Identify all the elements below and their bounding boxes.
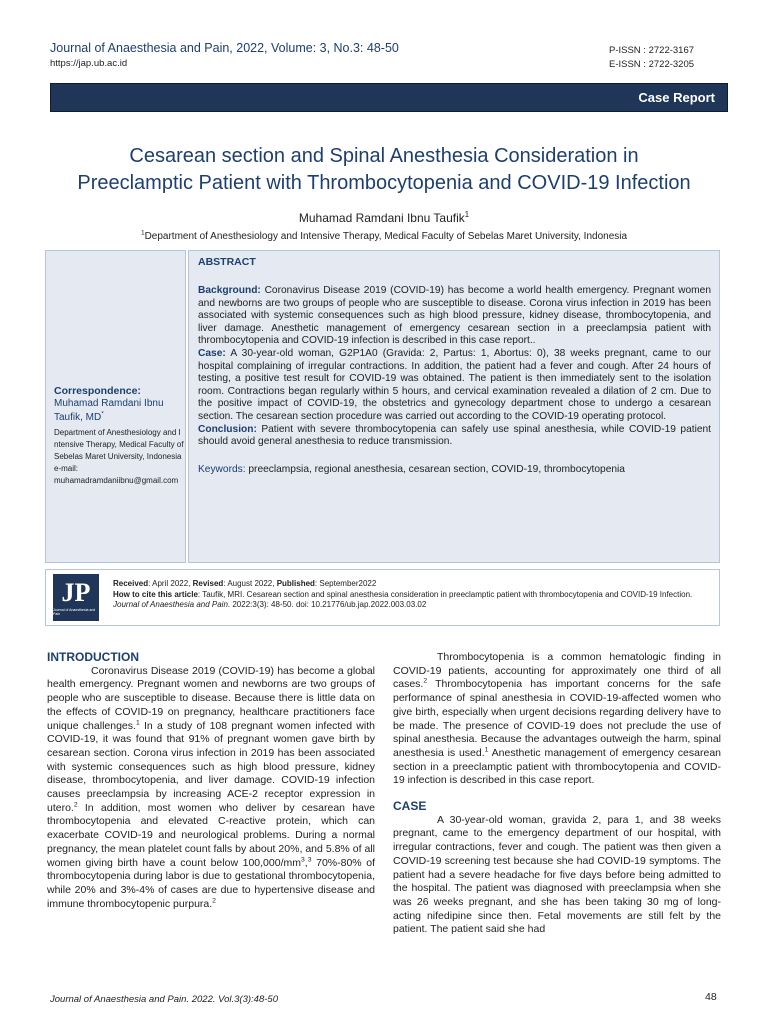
citation-box bbox=[45, 569, 720, 626]
background-label: Background: bbox=[198, 285, 261, 296]
ref-sup: 2 bbox=[73, 801, 78, 809]
case-label: Case: bbox=[198, 347, 226, 359]
conclusion-text: Patient with severe thrombocytopenia can safely use spinal anesthesia, while COVID-19 patient should avoid general anesthesia to reduce transmission. bbox=[198, 423, 711, 448]
ref-sup: 2 bbox=[423, 677, 428, 685]
how-to-cite bbox=[113, 590, 713, 611]
case-paragraph: A 30-year-old woman, gravida 2, para 1, and 38 weeks pregnant, came to the emergency department of our hospital, with irregular contractions, fever and cough. The patient was then given a COVID-19 screening test because she had COVID-19 symptoms. The patient had a severe headache for five days before being admitted to the hospital. The patient was diagnosed with preeclampsia when she was 26 weeks pregnant, and she has been taking 30 mg of long-acting nifedipine since then. Fetal movements are still felt by the patient. The patient said she had bbox=[393, 813, 721, 936]
correspondence bbox=[54, 385, 184, 487]
keywords-text: preeclampsia, regional anesthesia, cesarean section, COVID-19, thrombocytopenia bbox=[245, 463, 625, 475]
right-text-3: Anesthetic management of emergency cesarean section in a preeclamptic patient with thrombocytopenia and COVID-19 infection is described in this case report. bbox=[393, 746, 721, 787]
case-text: A 30-year-old woman, G2P1A0 (Gravida: 2, Partus: 1, Abortus: 0), 38 weeks pregnant, came to our hospital complaining of irregular contractions. In addition, the patient had a fever and cough. After 24 hours of testing, a positive test result for COVID-19 was obtained. The patient is then immediately sent to the isolation room. Contractions began regularly within 5 hours, and cervical examination revealed a dilation of 2 cm. Due to the positive impact of COVID-19, the obstetrics and gynecology department chose to undergo a cesarean section. The cesarean section procedure was carried out according to the COVID-19 operating protocol. bbox=[198, 347, 711, 422]
correspondence-sup: * bbox=[101, 410, 104, 418]
page-number: 48 bbox=[705, 991, 717, 1003]
email-label: e-mail: bbox=[54, 464, 79, 473]
affiliation-sup: 1 bbox=[140, 229, 145, 237]
how-to-cite-label: How to cite this article bbox=[113, 589, 198, 599]
intro-text-3: In addition, most women who deliver by cesarean have thrombocytopenia and elevated C-reactive protein, which can exacerbate COVID-19 and neurological problems. During a normal pregnancy, the mean platelet count falls by about 20%, and 5.8% of all women giving birth have a count below 100,000/mm bbox=[47, 801, 375, 869]
case-heading: CASE bbox=[393, 799, 427, 814]
how-to-cite-doi[interactable]: . 2022:3(3): 48-50. doi: 10.21776/ub.jap.2022.003.03.02 bbox=[227, 600, 427, 609]
author-sup: 1 bbox=[464, 210, 470, 219]
conclusion-label: Conclusion: bbox=[198, 423, 257, 435]
abstract-background bbox=[198, 285, 711, 348]
how-to-cite-journal: Journal of Anaesthesia and Pain bbox=[113, 600, 228, 609]
title-line-1: Cesarean section and Spinal Anesthesia Consideration in bbox=[129, 145, 639, 167]
correspondence-dept: Department of Anesthesiology and Intensive Therapy, Medical Faculty of Sebelas Maret University, Indonesia bbox=[54, 428, 184, 461]
keywords bbox=[198, 464, 711, 475]
abstract-heading: ABSTRACT bbox=[198, 256, 256, 268]
abstract-conclusion bbox=[198, 424, 711, 449]
revised-label: Revised bbox=[192, 579, 224, 588]
published-date: : September2022 bbox=[314, 579, 377, 588]
intro-text-2: In a study of 108 pregnant women infected with COVID-19, it was found that 91% of pregnant women gave birth by cesarean section. Corona virus infection in 2019 has been associated with systemic consequences such as high blood pressure, kidney disease, thrombocytopenia, and liver damage. COVID-19 infection causes preeclampsia by increasing ACE-2 receptor expression in utero. bbox=[47, 719, 375, 814]
intro-comma: , bbox=[304, 856, 308, 869]
e-issn: E-ISSN : 2722-3205 bbox=[609, 59, 695, 70]
correspondence-name bbox=[54, 397, 184, 425]
keywords-label: Keywords: bbox=[198, 463, 246, 475]
correspondence-panel bbox=[45, 250, 186, 563]
introduction-paragraph bbox=[47, 665, 375, 912]
author-line bbox=[40, 211, 728, 225]
right-text-1: Thrombocytopenia is a common hematologic finding in COVID-19 patients, accounting for approximately one third of all cases. bbox=[393, 651, 721, 691]
logo-subtext: Journal of Anaesthesia and Pain bbox=[53, 607, 96, 616]
citation-text bbox=[113, 579, 713, 611]
published-label: Published bbox=[276, 579, 315, 588]
right-text-2: Thrombocytopenia has important concerns for the safe performance of spinal anesthesia in COVID-19-affected women who give birth, especially when urgent decisions regarding delivery have to be made. The presence of COVID-19 does not preclude the use of spinal anesthesia. Because the advantages outweigh the harm, spinal anesthesia is used. bbox=[393, 678, 721, 759]
intro-text-1: Coronavirus Disease 2019 (COVID-19) has become a global health emergency. Pregnant women and newborns are two groups of people who are susceptible to disease. Because there is little data on the effects of COVID-19 on pregnancy, healthcare practitioners face unique challenges. bbox=[47, 664, 375, 732]
author-name: Muhamad Ramdani Ibnu Taufik bbox=[298, 211, 465, 225]
how-to-cite-text: : Taufik, MRI. Cesarean section and spinal anesthesia consideration in preeclamptic patient with thrombocytopenia and COVID-19 Infection. bbox=[197, 589, 693, 599]
issn-block bbox=[609, 44, 694, 72]
right-column bbox=[393, 651, 721, 937]
correspondence-email[interactable]: muhamadramdaniibnu@gmail.com bbox=[54, 476, 179, 485]
paper-title bbox=[40, 143, 728, 197]
abstract-case bbox=[198, 348, 711, 424]
revised-date: : August 2022, bbox=[223, 579, 277, 588]
affiliation: Department of Anesthesiology and Intensive Therapy, Medical Faculty of Sebelas Maret University, Indonesia bbox=[144, 231, 628, 242]
dates-line bbox=[113, 579, 713, 590]
ref-sup: 1 bbox=[135, 719, 140, 727]
ref-sup: 3 bbox=[301, 856, 305, 864]
background-text: Coronavirus Disease 2019 (COVID-19) has become a world health emergency. Pregnant women and newborns are two groups of people who are susceptible to disease. Corona virus infection in 2019 has been associated with systemic consequences such as high blood pressure, kidney disease, thrombocytopenia, and liver damage. Anesthetic management of emergency cesarean section in a preeclampsia patient with thrombocytopenia and COVID-19 infection is described in this case report.. bbox=[198, 285, 711, 347]
logo-mark: JP bbox=[61, 577, 91, 607]
article-type: Case Report bbox=[638, 90, 715, 105]
ref-sup: 2 bbox=[212, 897, 216, 905]
journal-logo bbox=[53, 574, 99, 621]
received-date: : April 2022, bbox=[148, 579, 193, 588]
title-line-2: Preeclamptic Patient with Thrombocytopenia and COVID-19 Infection bbox=[77, 172, 691, 194]
ref-sup: 3 bbox=[307, 856, 312, 864]
journal-header bbox=[50, 41, 399, 69]
journal-url[interactable]: https://jap.ub.ac.id bbox=[50, 58, 128, 69]
journal-name: Journal of Anaesthesia and Pain, 2022, Volume: 3, No.3: 48-50 bbox=[50, 41, 399, 55]
received-label: Received bbox=[113, 579, 149, 588]
left-column bbox=[47, 651, 375, 911]
affiliation-line bbox=[40, 231, 728, 242]
thrombocytopenia-paragraph bbox=[393, 651, 721, 788]
footer-citation: Journal of Anaesthesia and Pain. 2022. Vol.3(3):48-50 bbox=[50, 994, 278, 1005]
article-type-banner bbox=[50, 83, 728, 112]
intro-text-4: 70%-80% of thrombocytopenia during labor is due to gestational thrombocytopenia, while 20% and 3%-4% of cases are due to hypertensive disease and immune thrombocytopenic purpura. bbox=[47, 856, 375, 910]
introduction-heading: INTRODUCTION bbox=[47, 650, 139, 664]
correspondence-heading: Correspondence: bbox=[54, 385, 141, 397]
abstract-panel bbox=[188, 250, 720, 563]
correspondence-name-text: Muhamad Ramdani Ibnu Taufik, MD bbox=[54, 398, 164, 423]
ref-sup: 1 bbox=[484, 746, 489, 754]
p-issn: P-ISSN : 2722-3167 bbox=[609, 45, 695, 56]
